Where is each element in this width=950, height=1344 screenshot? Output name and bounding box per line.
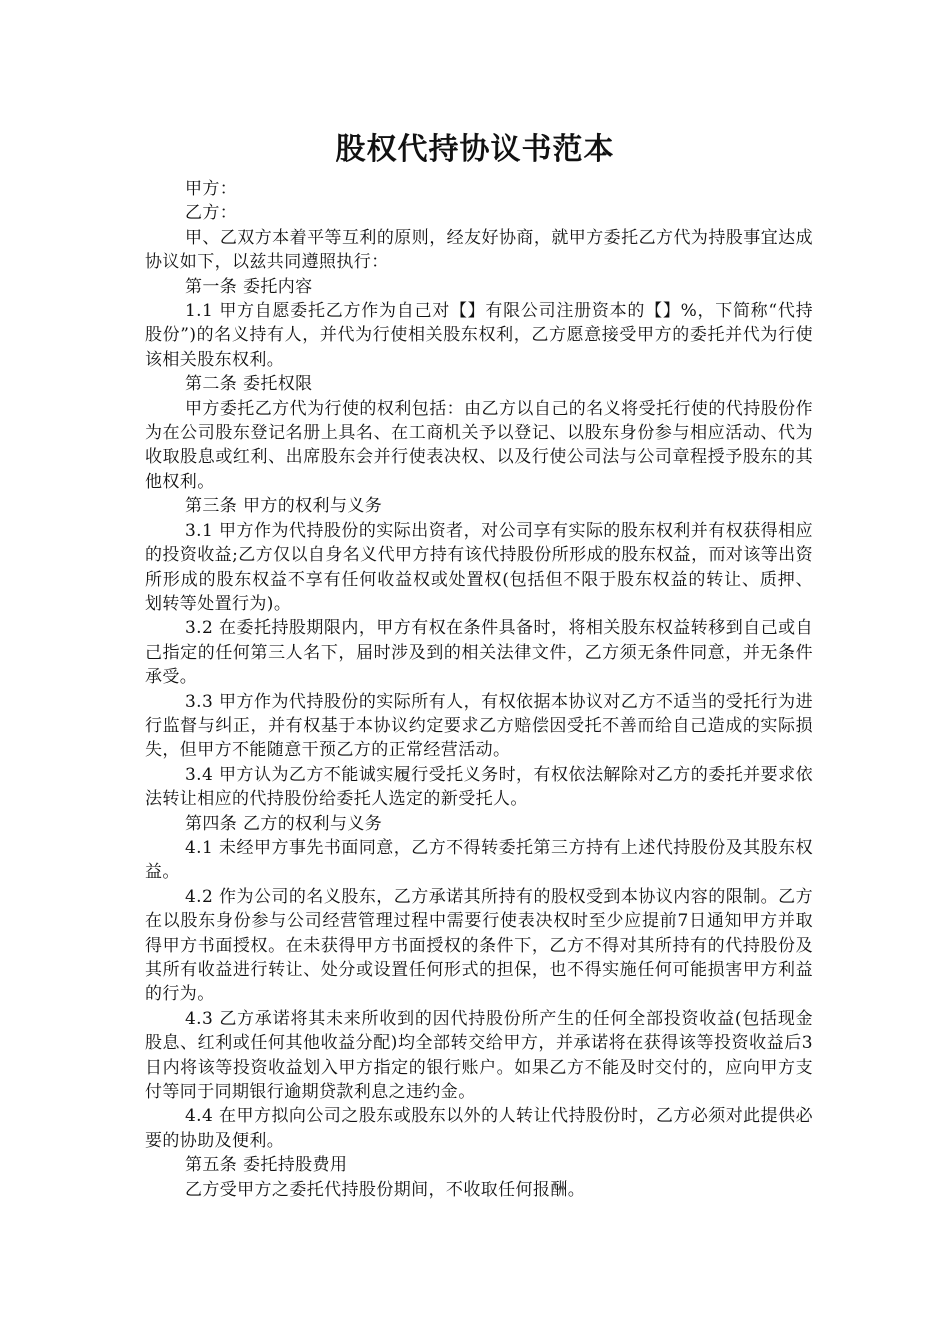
article-4-clause-3: 4.3 乙方承诺将其未来所收到的因代持股份所产生的任何全部投资收益(包括现金股息、红利或任何其他收益分配)均全部转交给甲方，并承诺将在获得该等投资收益后3日内将该等投资收益划入甲方指定的银行账户。如果乙方不能及时交付的，应向甲方支付等同于同期银行逾期贷款利息之违约金。	[145, 1008, 813, 1103]
article-4-clause-4: 4.4 在甲方拟向公司之股东或股东以外的人转让代持股份时，乙方必须对此提供必要的协助及便利。	[145, 1106, 813, 1151]
document-body	[145, 177, 813, 1202]
article-2-heading: 第二条 委托权限	[184, 374, 313, 395]
article-4-clause-1: 4.1 未经甲方事先书面同意，乙方不得转委托第三方持有上述代持股份及其股东权益。	[145, 837, 813, 883]
document-title: 股权代持协议书范本	[335, 132, 615, 167]
article-2-body: 甲方委托乙方代为行使的权利包括：由乙方以自己的名义将受托行使的代持股份作为在公司股东登记名册上具名、在工商机关予以登记、以股东身份参与相应活动、代为收取股息或红利、出席股东会并行使表决权、以及行使公司法与公司章程授予股东的其他权利。	[145, 398, 813, 492]
article-3-clause-1: 3.1 甲方作为代持股份的实际出资者，对公司享有实际的股东权利并有权获得相应的投资收益;乙方仅以自身名义代甲方持有该代持股份所形成的股东权益，而对该等出资所形成的股东权益不享有任何收益权或处置权(包括但不限于股东权益的转让、质押、划转等处置行为)。	[145, 520, 813, 614]
article-3-clause-2: 3.2 在委托持股期限内，甲方有权在条件具备时，将相关股东权益转移到自己或自己指定的任何第三人名下，届时涉及到的相关法律文件，乙方须无条件同意，并无条件承受。	[145, 618, 813, 688]
article-5-heading: 第五条 委托持股费用	[184, 1155, 348, 1176]
article-4-clause-2: 4.2 作为公司的名义股东，乙方承诺其所持有的股权受到本协议内容的限制。乙方在以股东身份参与公司经营管理过程中需要行使表决权时至少应提前7日通知甲方并取得甲方书面授权。在未获得甲方书面授权的条件下，乙方不得对其所持有的代持股份及其所有收益进行转让、处分或设置任何形式的担保，也不得实施任何可能损害甲方利益的行为。	[145, 886, 813, 1005]
preamble-paragraph: 甲、乙双方本着平等互利的原则，经友好协商，就甲方委托乙方代为持股事宜达成协议如下，以兹共同遵照执行：	[145, 227, 813, 273]
party-a-line: 甲方：	[184, 179, 238, 199]
article-4-heading: 第四条 乙方的权利与义务	[184, 813, 383, 834]
article-1-heading: 第一条 委托内容	[184, 276, 313, 297]
article-5-body: 乙方受甲方之委托代持股份期间，不收取任何报酬。	[184, 1179, 586, 1200]
article-3-heading: 第三条 甲方的权利与义务	[184, 496, 383, 517]
party-b-line: 乙方：	[184, 203, 238, 224]
article-3-clause-4: 3.4 甲方认为乙方不能诚实履行受托义务时，有权依法解除对乙方的委托并要求依法转让相应的代持股份给委托人选定的新受托人。	[145, 764, 813, 810]
article-3-clause-3: 3.3 甲方作为代持股份的实际所有人，有权依据本协议对乙方不适当的受托行为进行监督与纠正，并有权基于本协议约定要求乙方赔偿因受托不善而给自己造成的实际损失，但甲方不能随意干预乙方的正常经营活动。	[145, 691, 813, 761]
article-1-clause-1: 1.1 甲方自愿委托乙方作为自己对【】有限公司注册资本的【】%，下简称“代持股份”)的名义持有人，并代为行使相关股东权利，乙方愿意接受甲方的委托并代为行使该相关股东权利。	[145, 301, 813, 370]
